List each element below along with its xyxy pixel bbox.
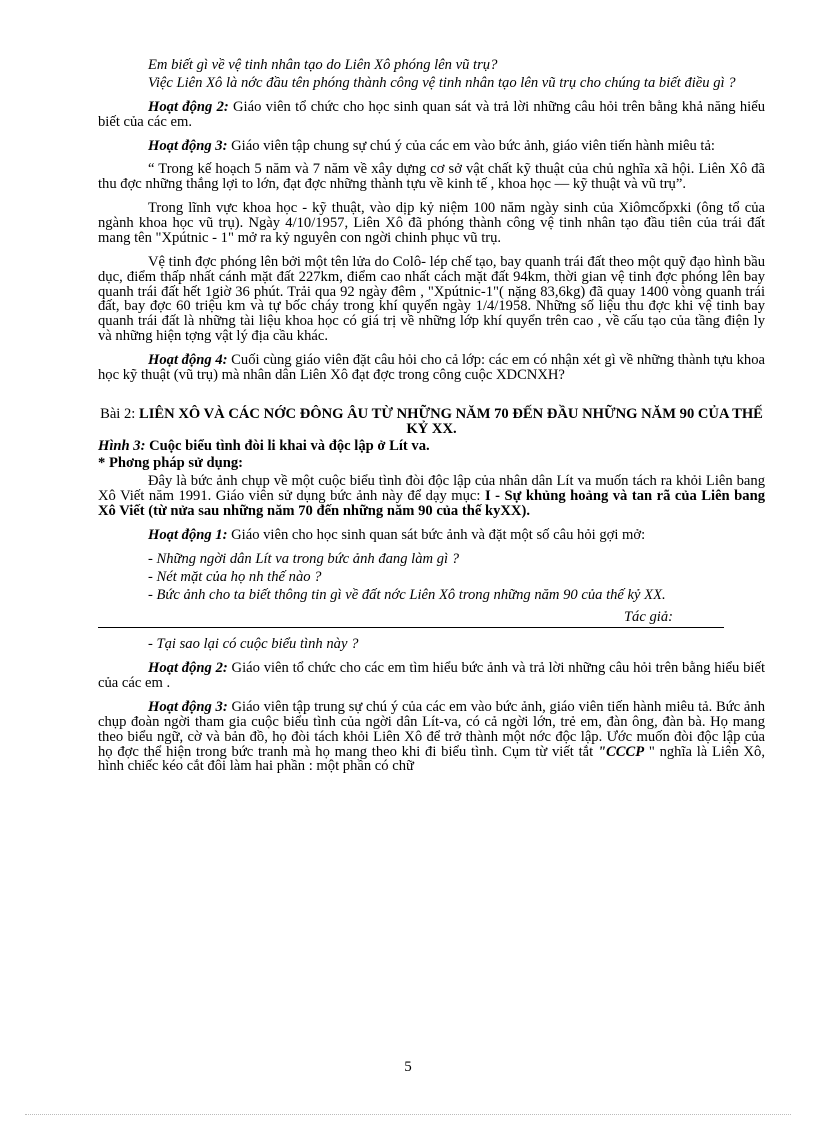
- activity-text-tail: " nghĩa là Liên Xô, hình chiếc kéo cắt đôi làm hai phần : một phần có chữ: [98, 743, 765, 775]
- activity-text: Giáo viên tập chung sự chú ý của các em vào bức ảnh, giáo viên tiến hành miêu tả:: [227, 137, 715, 154]
- lesson-title: LIÊN XÔ VÀ CÁC NỚC ĐÔNG ÂU TỪ NHỮNG NĂM 70 ĐẾN ĐẦU NHỮNG NĂM 90 CỦA THẾ KỶ XX.: [139, 405, 763, 437]
- activity-text: Giáo viên tập trung sự chú ý của các em vào bức ảnh, giáo viên tiến hành miêu tả. Bức ảnh chụp đoàn ngời tham gia cuộc biểu tình của ngời dân Lít-va, có cả ngời lớn, trẻ em, đàn ông, đàn bà. Họ mang theo biểu ngữ, cờ và bản đồ, họ đòi tách khỏi Liên Xô để trở thành một nớc độc lập. Ước muốn đòi độc lập của họ đợc thể hiện trong bức tranh mà họ mang theo khi đi biểu tình. Cụm từ viết tắt: [98, 698, 765, 760]
- activity-3-paragraph: [98, 139, 765, 154]
- divider-line: [98, 627, 724, 628]
- activity-4-paragraph: [98, 353, 765, 383]
- activity-text: Giáo viên cho học sinh quan sát bức ảnh và đặt một số câu hỏi gợi mở:: [227, 526, 646, 543]
- activity-text: Giáo viên tổ chức cho học sinh quan sát và trả lời những câu hỏi trên bằng khả năng hiểu biết của các em.: [98, 98, 765, 130]
- activity-text: Giáo viên tổ chức cho các em tìm hiểu bức ảnh và trả lời những câu hỏi trên bằng hiểu biết của các em .: [98, 660, 765, 691]
- activity-label: Hoạt động 3:: [148, 698, 228, 715]
- body-paragraph: Trong lĩnh vực khoa học - kỹ thuật, vào dịp kỷ niệm 100 năm ngày sinh của Xiômcốpxki (ông tổ của ngành khoa học vũ trụ). Ngày 4/10/1957, Liên Xô đã phóng thành công vệ tinh nhân tạo đầu tiên của trái đất mang tên "Xpútnic - 1" mở ra kỷ nguyên con ngời chinh phục vũ trụ.: [98, 200, 765, 246]
- activity-label: Hoạt động 1:: [148, 526, 228, 543]
- document-page: [98, 58, 765, 783]
- activity-label: Hoạt động 2:: [148, 98, 229, 115]
- activity-label: Hoạt động 3:: [148, 137, 228, 154]
- activity-1-paragraph: [98, 528, 765, 543]
- page-number: 5: [404, 1059, 412, 1075]
- question-a: - Những ngời dân Lít va trong bức ảnh đang làm gì ?: [148, 550, 459, 567]
- lesson-prefix: Bài 2:: [100, 405, 140, 422]
- question-b: - Nét mặt của họ nh thế nào ?: [148, 568, 322, 585]
- figure-3-caption: [98, 439, 765, 454]
- body-paragraph: Vệ tinh đợc phóng lên bởi một tên lửa do Colô- lép chế tạo, bay quanh trái đất theo một quỹ đạo hình bầu dục, điểm thấp nhất cánh mặt đất 227km, điểm cao nhất cách mặt đất 94km, thời gian vệ tinh đợc phóng lên bay quanh trái đất hết 1giờ 36 phút. Trải qua 92 ngày đêm , "Xpútnic-1"( nặng 83,6kg) đã quay 1400 vòng quanh trái đất, bay đợc 60 triệu km và tự bốc cháy trong khí quyển ngày 1/4/1958. Những số liệu thu đợc khi vệ tinh bay quanh trái đất là những tài liệu khoa học có giá trị về những lớp khí quyển trên cao , về cấu tạo của tầng điện ly và những hiện tợng vật lý địa cầu khác.: [98, 253, 765, 345]
- lesson-2-heading: [98, 407, 765, 437]
- section-reference: I - Sự khủng hoảng và tan rã của Liên bang Xô Viết (từ nửa sau những năm 70 đến những năm 90 của thế kyXX).: [98, 488, 765, 519]
- method-heading: * Phơng pháp sử dụng:: [98, 455, 244, 472]
- activity-2b-paragraph: [98, 661, 765, 691]
- question-1: Em biết gì về vệ tinh nhân tạo do Liên Xô phóng lên vũ trụ?: [148, 57, 498, 73]
- activity-label: Hoạt động 2:: [148, 660, 228, 677]
- author-label: Tác giả:: [623, 609, 673, 626]
- page-bottom-border: [25, 1114, 791, 1115]
- activity-label: Hoạt động 4:: [148, 352, 228, 368]
- body-paragraph: [98, 474, 765, 519]
- question-d: - Tại sao lại có cuộc biểu tình này ?: [148, 636, 359, 653]
- activity-text: Cuối cùng giáo viên đặt câu hỏi cho cả lớp: các em có nhận xét gì về những thành tựu khoa học kỹ thuật (vũ trụ) mà nhân dân Liên Xô đạt đợc trong công cuộc XDCNXH?: [98, 352, 765, 383]
- activity-3b-paragraph: [98, 700, 765, 774]
- quote-paragraph: “ Trong kế hoạch 5 năm và 7 năm về xây dựng cơ sở vật chất kỹ thuật của chủ nghĩa xã hội. Liên Xô đã thu đợc những thắng lợi to lớn, đạt đợc những thành tựu về kinh tế , khoa học — kỹ thuật và vũ trụ”.: [98, 161, 765, 193]
- paragraph-text: Đây là bức ảnh chụp về một cuộc biểu tình đòi độc lập của nhân dân Lít va muốn tách ra khỏi Liên bang Xô Viết năm 1991. Giáo viên sử dụng bức ảnh này để dạy mục:: [98, 473, 765, 505]
- figure-label: Hình 3:: [98, 437, 146, 454]
- abbreviation: "CCCP: [597, 743, 645, 760]
- activity-2-paragraph: [98, 100, 765, 130]
- question-2: Việc Liên Xô là nớc đầu tên phóng thành công vệ tinh nhân tạo lên vũ trụ cho chúng ta biết điều gì ?: [148, 74, 736, 91]
- figure-title: Cuộc biểu tình đòi li khai và độc lập ở Lít va.: [145, 437, 430, 454]
- question-c: - Bức ảnh cho ta biết thông tin gì về đất nớc Liên Xô trong những năm 90 của thế kỷ XX.: [148, 586, 666, 603]
